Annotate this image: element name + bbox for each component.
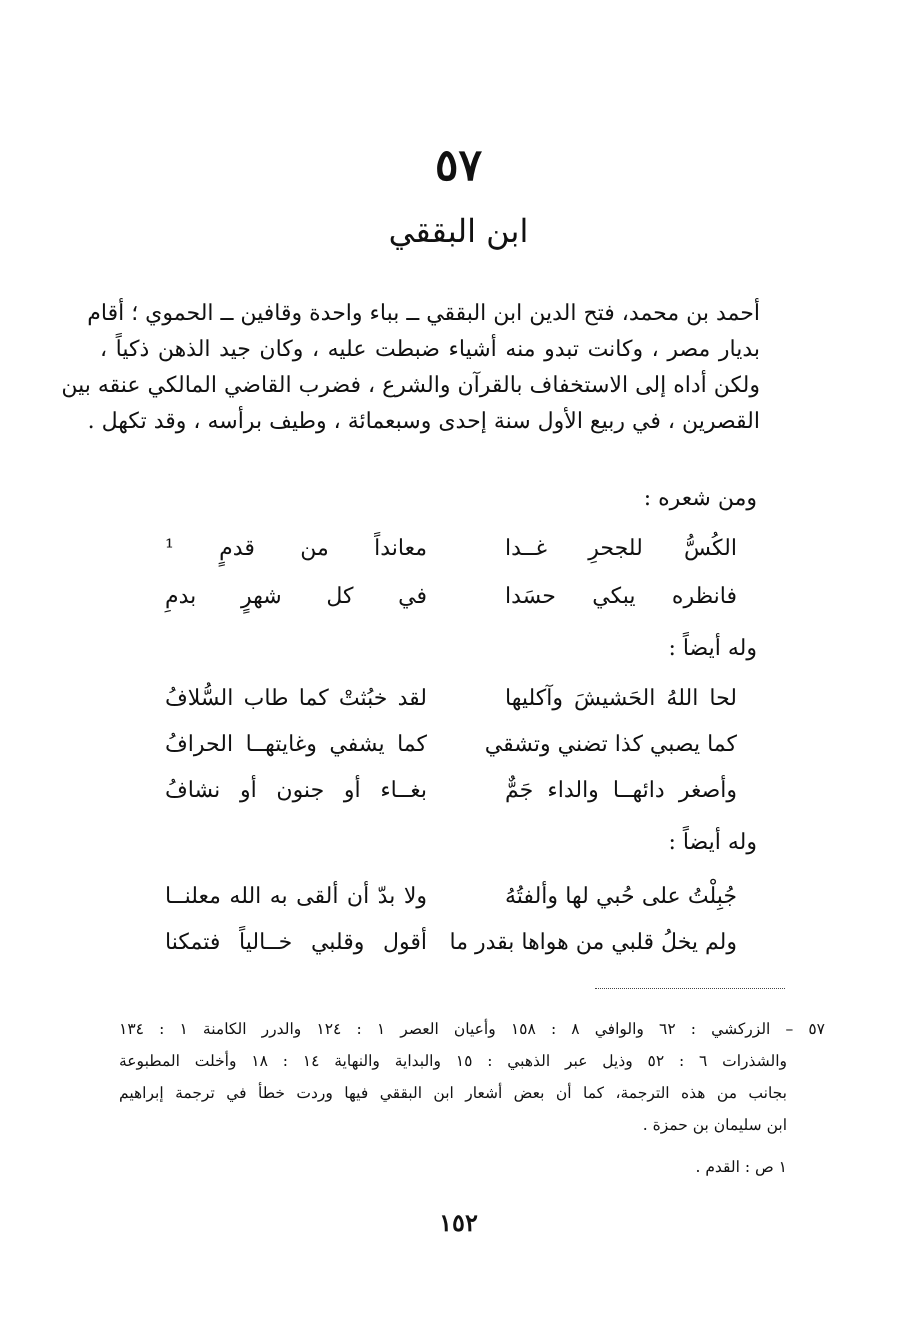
verse-first-hemistich: الكُسُّ للجحرِ غــدا [505,536,737,561]
footnote-source-line: ٥٧ – الزركشي : ٦٢ والوافي ٨ : ١٥٨ وأعيان العصر ١ : ١٢٤ والدرر الكامنة ١ : ١٣٤ [119,1020,825,1038]
verse-first-hemistich: فانظره يبكي حسَدا [505,584,737,609]
verse-first-hemistich: وأصغر دائهــا والداء جَمٌّ [505,778,737,803]
poem-intro: وله أيضاً : [668,636,757,661]
footnote-source-line: ابن سليمان بن حمزة . [642,1116,787,1134]
footnote-separator [595,988,785,989]
prose-line: ولكن أداه إلى الاستخفاف بالقرآن والشرع ، فضرب القاضي المالكي عنقه بين [61,373,760,398]
verse-second-hemistich: معانداً من قدمٍ ¹ [165,536,427,561]
footnote-1: ١ ص : القدم . [695,1158,787,1176]
footnote-source-line: والشذرات ٦ : ٥٢ وذيل عبر الذهبي : ١٥ والبداية والنهاية ١٤ : ١٨ وأخلت المطبوعة [119,1052,787,1070]
footnote-source-line: بجانب من هذه الترجمة، كما أن بعض أشعار ابن البققي فيها وردت خطأ في ترجمة إبراهيم [119,1084,787,1102]
verse-second-hemistich: بغــاء أو جنون أو نشافُ [165,778,427,803]
page-number: ١٥٢ [439,1208,478,1237]
poem-intro: ومن شعره : [643,486,757,511]
biography-paragraph [61,296,760,440]
verse-first-hemistich: كما يصبي كذا تضني وتشقي [484,732,737,757]
verse-second-hemistich: أقول وقلبي خــالياً فتمكنا [165,930,427,955]
verse-second-hemistich: كما يشفي وغايتهــا الحرافُ [165,732,427,757]
verse-first-hemistich: لحا اللهُ الحَشيشَ وآكليها [505,686,737,711]
prose-line: القصرين ، في ربيع الأول سنة إحدى وسبعمائة ، وطيف برأسه ، وقد تكهل . [87,409,760,434]
prose-line: أحمد بن محمد، فتح الدين ابن البققي ــ بباء واحدة وقافين ــ الحموي ؛ أقام [87,301,760,326]
verse-first-hemistich: ولم يخلُ قلبي من هواها بقدر ما [449,930,737,955]
verse-second-hemistich: في كل شهرٍ بدمِ [165,584,427,609]
verse-second-hemistich: ولا بدّ أن ألقى به الله معلنــا [165,884,427,909]
verse-second-hemistich: لقد خبُثتْ كما طاب السُّلافُ [165,686,427,711]
verse-first-hemistich: جُبِلْتُ على حُبي لها وألفتُهُ [505,884,737,909]
prose-line: بديار مصر ، وكانت تبدو منه أشياء ضبطت عليه ، وكان جيد الذهن ذكياً ، [100,337,760,362]
entry-title: ابن البققي [388,212,529,250]
poem-intro: وله أيضاً : [668,830,757,855]
entry-number: ٥٧ [434,140,483,191]
